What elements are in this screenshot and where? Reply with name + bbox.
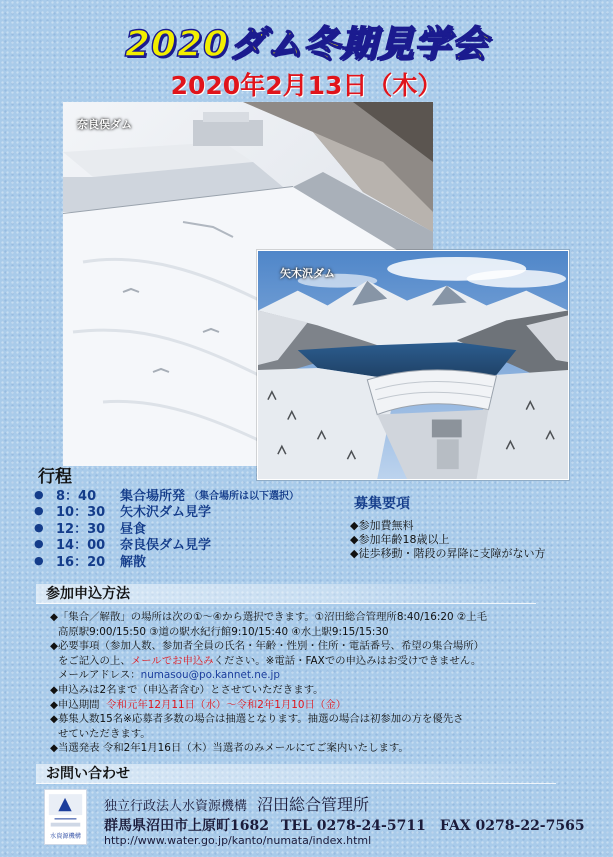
schedule-time: 12：30 xyxy=(56,521,106,537)
schedule-item xyxy=(34,486,364,503)
apply-line: ◆当選発表 令和2年1月16日（木）当選者のみメールにてご案内いたします。 xyxy=(50,742,409,755)
schedule-time: 14：00 xyxy=(56,538,106,554)
apply-line: ◆申込みは2名まで（申込者含む）とさせていただきます。 xyxy=(50,683,324,696)
fax-label: FAX xyxy=(439,818,471,834)
recruitment-item: ◆徒歩移動・階段の昇降に支障がない方 xyxy=(350,547,546,560)
schedule-item xyxy=(34,503,364,520)
apply-section-body xyxy=(50,610,550,756)
apply-line: ◆募集人数15名※応募者多数の場合は抽選となります。抽選の場合は初参加の方を優先さ xyxy=(50,713,464,726)
contact-section-title: お問い合わせ xyxy=(36,764,556,784)
schedule-title: 行程 xyxy=(38,467,72,487)
logo-icon xyxy=(45,790,86,844)
tel-label: TEL xyxy=(280,818,312,834)
bullet-icon: ● xyxy=(34,520,44,534)
water-agency-logo xyxy=(44,789,87,845)
bullet-icon: ● xyxy=(34,537,44,551)
schedule-item xyxy=(34,519,364,536)
office-name: 沼田総合管理所 xyxy=(257,795,370,814)
tel-number: 0278-24-5711 xyxy=(316,818,426,834)
apply-line xyxy=(50,698,550,713)
mail-label: メールアドレス： xyxy=(58,669,141,682)
schedule-time: 10：30 xyxy=(56,505,106,521)
schedule-list xyxy=(34,486,364,569)
schedule-activity: 奈良俣ダム見学 xyxy=(120,538,212,554)
schedule-item xyxy=(34,536,364,553)
apply-text: をご記入の上、 xyxy=(58,654,131,667)
schedule-activity: 集合場所発 xyxy=(120,488,186,504)
yagisawa-dam-image xyxy=(258,251,568,479)
event-date: 2020年2月13日（木） xyxy=(170,71,443,100)
apply-line xyxy=(50,654,550,669)
recruitment-title: 募集要項 xyxy=(354,496,410,512)
apply-section-title: 参加申込方法 xyxy=(36,584,536,604)
organization-name xyxy=(104,792,369,815)
apply-emphasis: メールでお申込み xyxy=(130,654,214,667)
apply-text: ください。※電話・FAXでの申込みはお受けできません。 xyxy=(213,654,482,667)
bullet-icon: ● xyxy=(34,487,44,501)
bullet-icon: ● xyxy=(34,504,44,518)
apply-line: ◆必要事項（参加人数、参加者全員の氏名・年齢・性別・住所・電話番号、希望の集合場所） xyxy=(50,640,485,653)
mail-address-link[interactable]: numasou@po.kannet.ne.jp xyxy=(140,669,280,682)
recruitment-item: ◆参加年齢18歳以上 xyxy=(350,533,450,546)
address: 群馬県沼田市上原町1682 xyxy=(104,818,269,834)
recruitment-item: ◆参加費無料 xyxy=(350,519,414,532)
schedule-activity: 解散 xyxy=(120,554,147,570)
schedule-activity: 矢木沢ダム見学 xyxy=(120,505,212,521)
apply-line: 高原駅9:00/15:50 ③道の駅水紀行館9:10/15:40 ④水上駅9:15/15:30 xyxy=(58,625,389,638)
schedule-activity: 昼食 xyxy=(120,521,147,537)
yagisawa-dam-label: 矢木沢ダム xyxy=(280,267,335,280)
naramata-dam-label: 奈良俣ダム xyxy=(77,118,132,131)
org-name: 独立行政法人水資源機構 xyxy=(104,799,248,814)
apply-line: せていただきます。 xyxy=(58,727,151,740)
schedule-note: （集合場所は以下選択） xyxy=(189,490,300,502)
schedule-item xyxy=(34,552,364,569)
schedule-time: 16：20 xyxy=(56,554,106,570)
period-label: ◆申込期間 xyxy=(50,698,100,711)
apply-line xyxy=(50,668,550,683)
schedule-time: 8：40 xyxy=(56,488,97,504)
contact-address-line xyxy=(104,815,585,835)
bullet-icon: ● xyxy=(34,553,44,567)
event-title: 2020ダム冬期見学会 xyxy=(124,24,489,65)
recruitment-list xyxy=(350,519,610,561)
apply-line: ◆「集合／解散」の場所は次の①～④から選択できます。①沼田総合管理所8:40/16:20 ②上毛 xyxy=(50,611,487,623)
website-link[interactable]: http://www.water.go.jp/kanto/numata/index.html xyxy=(104,834,372,847)
logo-text: 水資源機構 xyxy=(50,832,81,840)
fax-number: 0278-22-7565 xyxy=(475,818,585,834)
period-value: 令和元年12月11日（水）～令和2年1月10日（金） xyxy=(106,698,347,711)
yagisawa-dam-photo xyxy=(257,250,569,480)
